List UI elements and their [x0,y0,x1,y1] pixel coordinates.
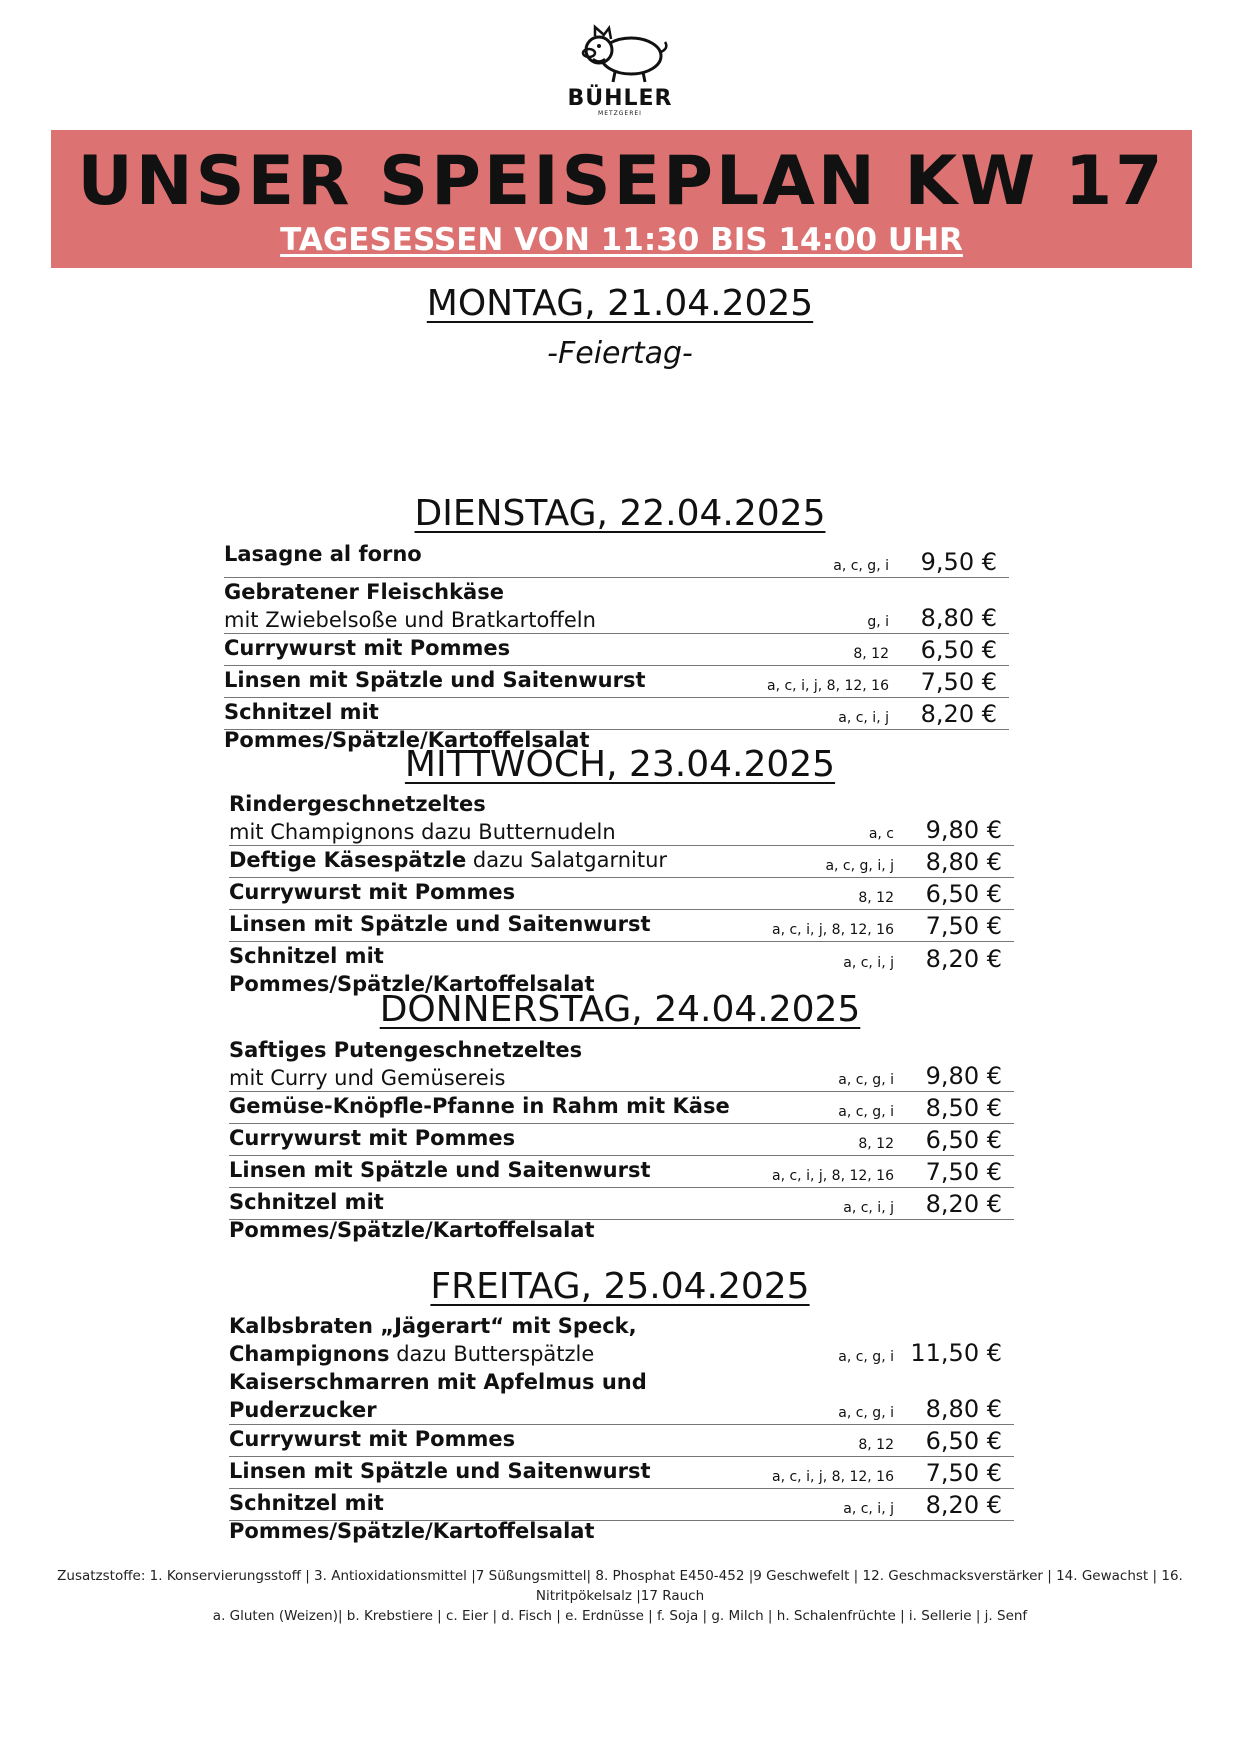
price: 8,20 € [925,945,1002,973]
price: 8,80 € [925,1395,1002,1423]
price: 9,80 € [925,816,1002,844]
day-title-monday: MONTAG, 21.04.2025 [426,283,814,324]
allergen-codes: a, c, g, i [838,1104,894,1120]
dish-name: Kaiserschmarren mit Apfelmus und Puderzucker [229,1370,647,1422]
menu-tuesday [224,540,1009,752]
page-title: UNSER SPEISEPLAN KW 17 [77,142,1166,221]
price: 8,80 € [920,604,997,632]
dish-name: Linsen mit Spätzle und Saitenwurst [229,912,651,936]
dish-name: Linsen mit Spätzle und Saitenwurst [229,1158,651,1182]
dish-name: Gebratener Fleischkäse mit Zwiebelsoße und Bratkartoffeln [224,580,596,632]
menu-row [224,578,1009,634]
allergen-codes: a, c, i, j, 8, 12, 16 [772,922,894,938]
dish-name: Schnitzel mit Pommes/Spätzle/Kartoffelsalat [229,1491,595,1543]
dish-name: Currywurst mit Pommes [229,1427,516,1451]
price: 7,50 € [925,1158,1002,1186]
day-title-thursday: DONNERSTAG, 24.04.2025 [379,989,861,1030]
logo-name: BÜHLER [567,86,673,111]
menu-row [229,1489,1014,1543]
menu-row [229,1092,1014,1124]
dish-name: Schnitzel mit Pommes/Spätzle/Kartoffelsalat [229,944,595,996]
menu-row [229,1156,1014,1188]
dish-name: Schnitzel mit Pommes/Spätzle/Kartoffelsalat [229,1190,595,1242]
menu-row [229,1312,1014,1368]
allergen-codes: a, c, i, j [843,1200,894,1216]
price: 6,50 € [925,880,1002,908]
allergen-codes: a, c, g, i [838,1405,894,1421]
menu-row [229,942,1014,996]
logo-subtitle: METZGEREI [598,110,642,117]
page-subtitle: TAGESESSEN VON 11:30 BIS 14:00 UHR [280,222,963,258]
menu-row [229,846,1014,878]
allergen-codes: a, c, i, j [843,955,894,971]
price: 8,50 € [925,1094,1002,1122]
menu-wednesday [229,790,1014,996]
allergen-codes: a, c, g, i [833,558,889,574]
holiday-note: -Feiertag- [547,336,693,371]
menu-row [229,1425,1014,1457]
allergen-codes: 8, 12 [858,890,894,906]
footer-additives [20,1566,1220,1626]
allergen-codes: a, c, i, j, 8, 12, 16 [772,1469,894,1485]
allergen-codes: a, c, g, i [838,1349,894,1365]
allergen-codes: a, c, i, j [838,710,889,726]
allergen-codes: a, c, i, j, 8, 12, 16 [767,678,889,694]
allergens-legend: a. Gluten (Weizen)| b. Krebstiere | c. Eier | d. Fisch | e. Erdnüsse | f. Soja | g. Milch | h. Schalenfrüchte | i. Sellerie | j. Senf [212,1608,1028,1624]
dish-name: Kalbsbraten „Jägerart“ mit Speck, Champignons dazu Butterspätzle [229,1314,637,1366]
dish-name: Currywurst mit Pommes [224,636,511,660]
dish-name: Lasagne al forno [224,542,422,566]
price: 7,50 € [925,912,1002,940]
dish-name: Deftige Käsespätzle dazu Salatgarnitur [229,848,668,872]
dish-name: Gemüse-Knöpfle-Pfanne in Rahm mit Käse [229,1094,730,1118]
header-banner [51,130,1192,268]
pig-icon [565,22,675,88]
allergen-codes: a, c [868,826,894,842]
price: 6,50 € [925,1427,1002,1455]
price: 7,50 € [925,1459,1002,1487]
menu-row [229,878,1014,910]
menu-row [229,1368,1014,1425]
allergen-codes: a, c, i, j, 8, 12, 16 [772,1168,894,1184]
allergen-codes: a, c, g, i [838,1072,894,1088]
dish-name: Saftiges Putengeschnetzeltes mit Curry und Gemüsereis [229,1038,583,1090]
dish-name: Currywurst mit Pommes [229,1126,516,1150]
allergen-codes: a, c, i, j [843,1501,894,1517]
day-title-wednesday: MITTWOCH, 23.04.2025 [404,744,836,785]
dish-name: Linsen mit Spätzle und Saitenwurst [229,1459,651,1483]
dish-name: Rindergeschnetzeltes mit Champignons dazu Butternudeln [229,792,616,844]
dish-name: Currywurst mit Pommes [229,880,516,904]
menu-row [224,666,1009,698]
price: 8,80 € [925,848,1002,876]
allergen-codes: a, c, g, i, j [825,858,894,874]
menu-row [224,698,1009,752]
price: 8,20 € [920,700,997,728]
allergen-codes: 8, 12 [858,1136,894,1152]
allergen-codes: g, i [867,614,889,630]
menu-row [229,790,1014,846]
additives-legend: Zusatzstoffe: 1. Konservierungsstoff | 3. Antioxidationsmittel |7 Süßungsmittel| 8. Phosphat E450-452 |9 Geschwefelt | 12. Geschmacksverstärker | 14. Gewachst | 16. Nitritpökelsalz |17 Rauch [57,1568,1183,1604]
price: 11,50 € [910,1339,1002,1367]
allergen-codes: 8, 12 [853,646,889,662]
menu-row [229,910,1014,942]
day-title-tuesday: DIENSTAG, 22.04.2025 [414,493,826,534]
price: 6,50 € [925,1126,1002,1154]
day-title-friday: FREITAG, 25.04.2025 [430,1266,810,1307]
price: 9,50 € [920,548,997,576]
logo [0,22,1240,117]
dish-name: Schnitzel mit Pommes/Spätzle/Kartoffelsalat [224,700,590,752]
menu-row [229,1457,1014,1489]
menu-thursday [229,1036,1014,1242]
menu-row [224,540,1009,578]
menu-row [224,634,1009,666]
price: 8,20 € [925,1190,1002,1218]
dish-name: Linsen mit Spätzle und Saitenwurst [224,668,646,692]
price: 6,50 € [920,636,997,664]
price: 8,20 € [925,1491,1002,1519]
menu-row [229,1124,1014,1156]
menu-row [229,1036,1014,1092]
menu-friday [229,1312,1014,1543]
price: 9,80 € [925,1062,1002,1090]
price: 7,50 € [920,668,997,696]
allergen-codes: 8, 12 [858,1437,894,1453]
menu-row [229,1188,1014,1242]
